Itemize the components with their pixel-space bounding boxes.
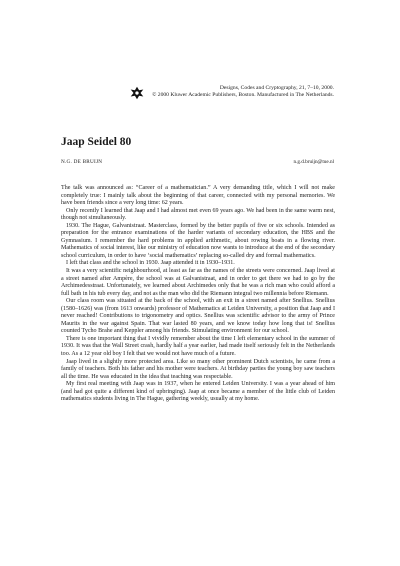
paragraph: Jaap lived in a slightly more protected area. Like so many other prominent Dutch scientists, he came from a family of teachers. Both his father and his mother were teachers. At birthday parties the young boy saw teachers all the time. He was educated in the idea that teaching was respectable. (61, 358, 335, 380)
journal-header (146, 85, 334, 100)
paragraph: I left that class and the school in 1930. Jaap attended it in 1930–1931. (66, 260, 235, 267)
article-body (61, 185, 335, 404)
article-title: Jaap Seidel 80 (61, 136, 132, 148)
author-email: n.g.d.bruijn@tue.nl (293, 159, 334, 165)
paragraph: The talk was announced as: “Career of a mathematician.” A very demanding title, which I will not make completely true: I mainly talk about the beginning of that career, connected with my personal memories. We have been friends since a very long time: 62 years. (61, 185, 335, 207)
author-name: N.G. DE BRUIJN (61, 159, 103, 165)
kluwer-publisher-logo-icon (130, 86, 144, 100)
paragraph: Our class room was situated at the back of the school, with an exit in a street named after Snellius. Snellius (1580–1626) was (from 1613 onwards) professor of Mathematics at Leiden University, a position that Jaap and I never reached! Contributions to trigonometry and optics. Snellius was scientific advisor to the army of Prince Maurits in the war against Spain. That war lasted 80 years, and we know today how long that is! Snellius counted Tycho Brahe and Keppler among his friends. Stimulating environment for our school. (61, 298, 335, 335)
paragraph: 1930. The Hague, Galvanistraat. Masterclass, formed by the better pupils of five or six schools. Intended as preparation for the entrance examinations of the harder variants of secondary education, the HBS and the Gymnasium. I remember the hard problems in applied arithmetic, about rowing boats in a flowing river. Mathematics of social interest, like our ministry of education now wants to introduce at the end of the secondary school curriculum, in order to have ‘social mathematics’ replacing so-called dry and formal mathematics. (61, 222, 335, 259)
journal-citation: Designs, Codes and Cryptography, 21, 7–10, 2000. (219, 85, 334, 91)
paragraph: Only recently I learned that Jaap and I had almost met even 69 years ago. We had been in the same warm nest, though not simultaneously. (61, 207, 335, 222)
paragraph: My first real meeting with Jaap was in 1937, when he entered Leiden University. I was a year ahead of him (and had got quite a different kind of upbringing). Jaap at once became a member of the little club of Leiden mathematics students living in The Hague, gathering weekly, usually at my home. (61, 381, 335, 403)
copyright-notice: © 2000 Kluwer Academic Publishers, Boston. Manufactured in The Netherlands. (152, 92, 334, 99)
paragraph: It was a very scientific neighbourhood, at least as far as the names of the streets were concerned. Jaap lived at a street named after Ampère, the school was at Galvanistraat, and in order to get there we had to go by the Archimedesstraat. Unfortunately, we learned about Archimedes only that he was a rich man who could afford a full bath in his tub every day, and not as the man who did the Riemann integral two millennia before Riemann. (61, 268, 335, 297)
paragraph: There is one important thing that I vividly remember about the time I left elementary school in the summer of 1930. It was that the Wall Street crash, hardly half a year earlier, had made itself seriously felt in the Netherlands too. As a 12 year old boy I felt that we would not have much of a future. (61, 335, 335, 358)
